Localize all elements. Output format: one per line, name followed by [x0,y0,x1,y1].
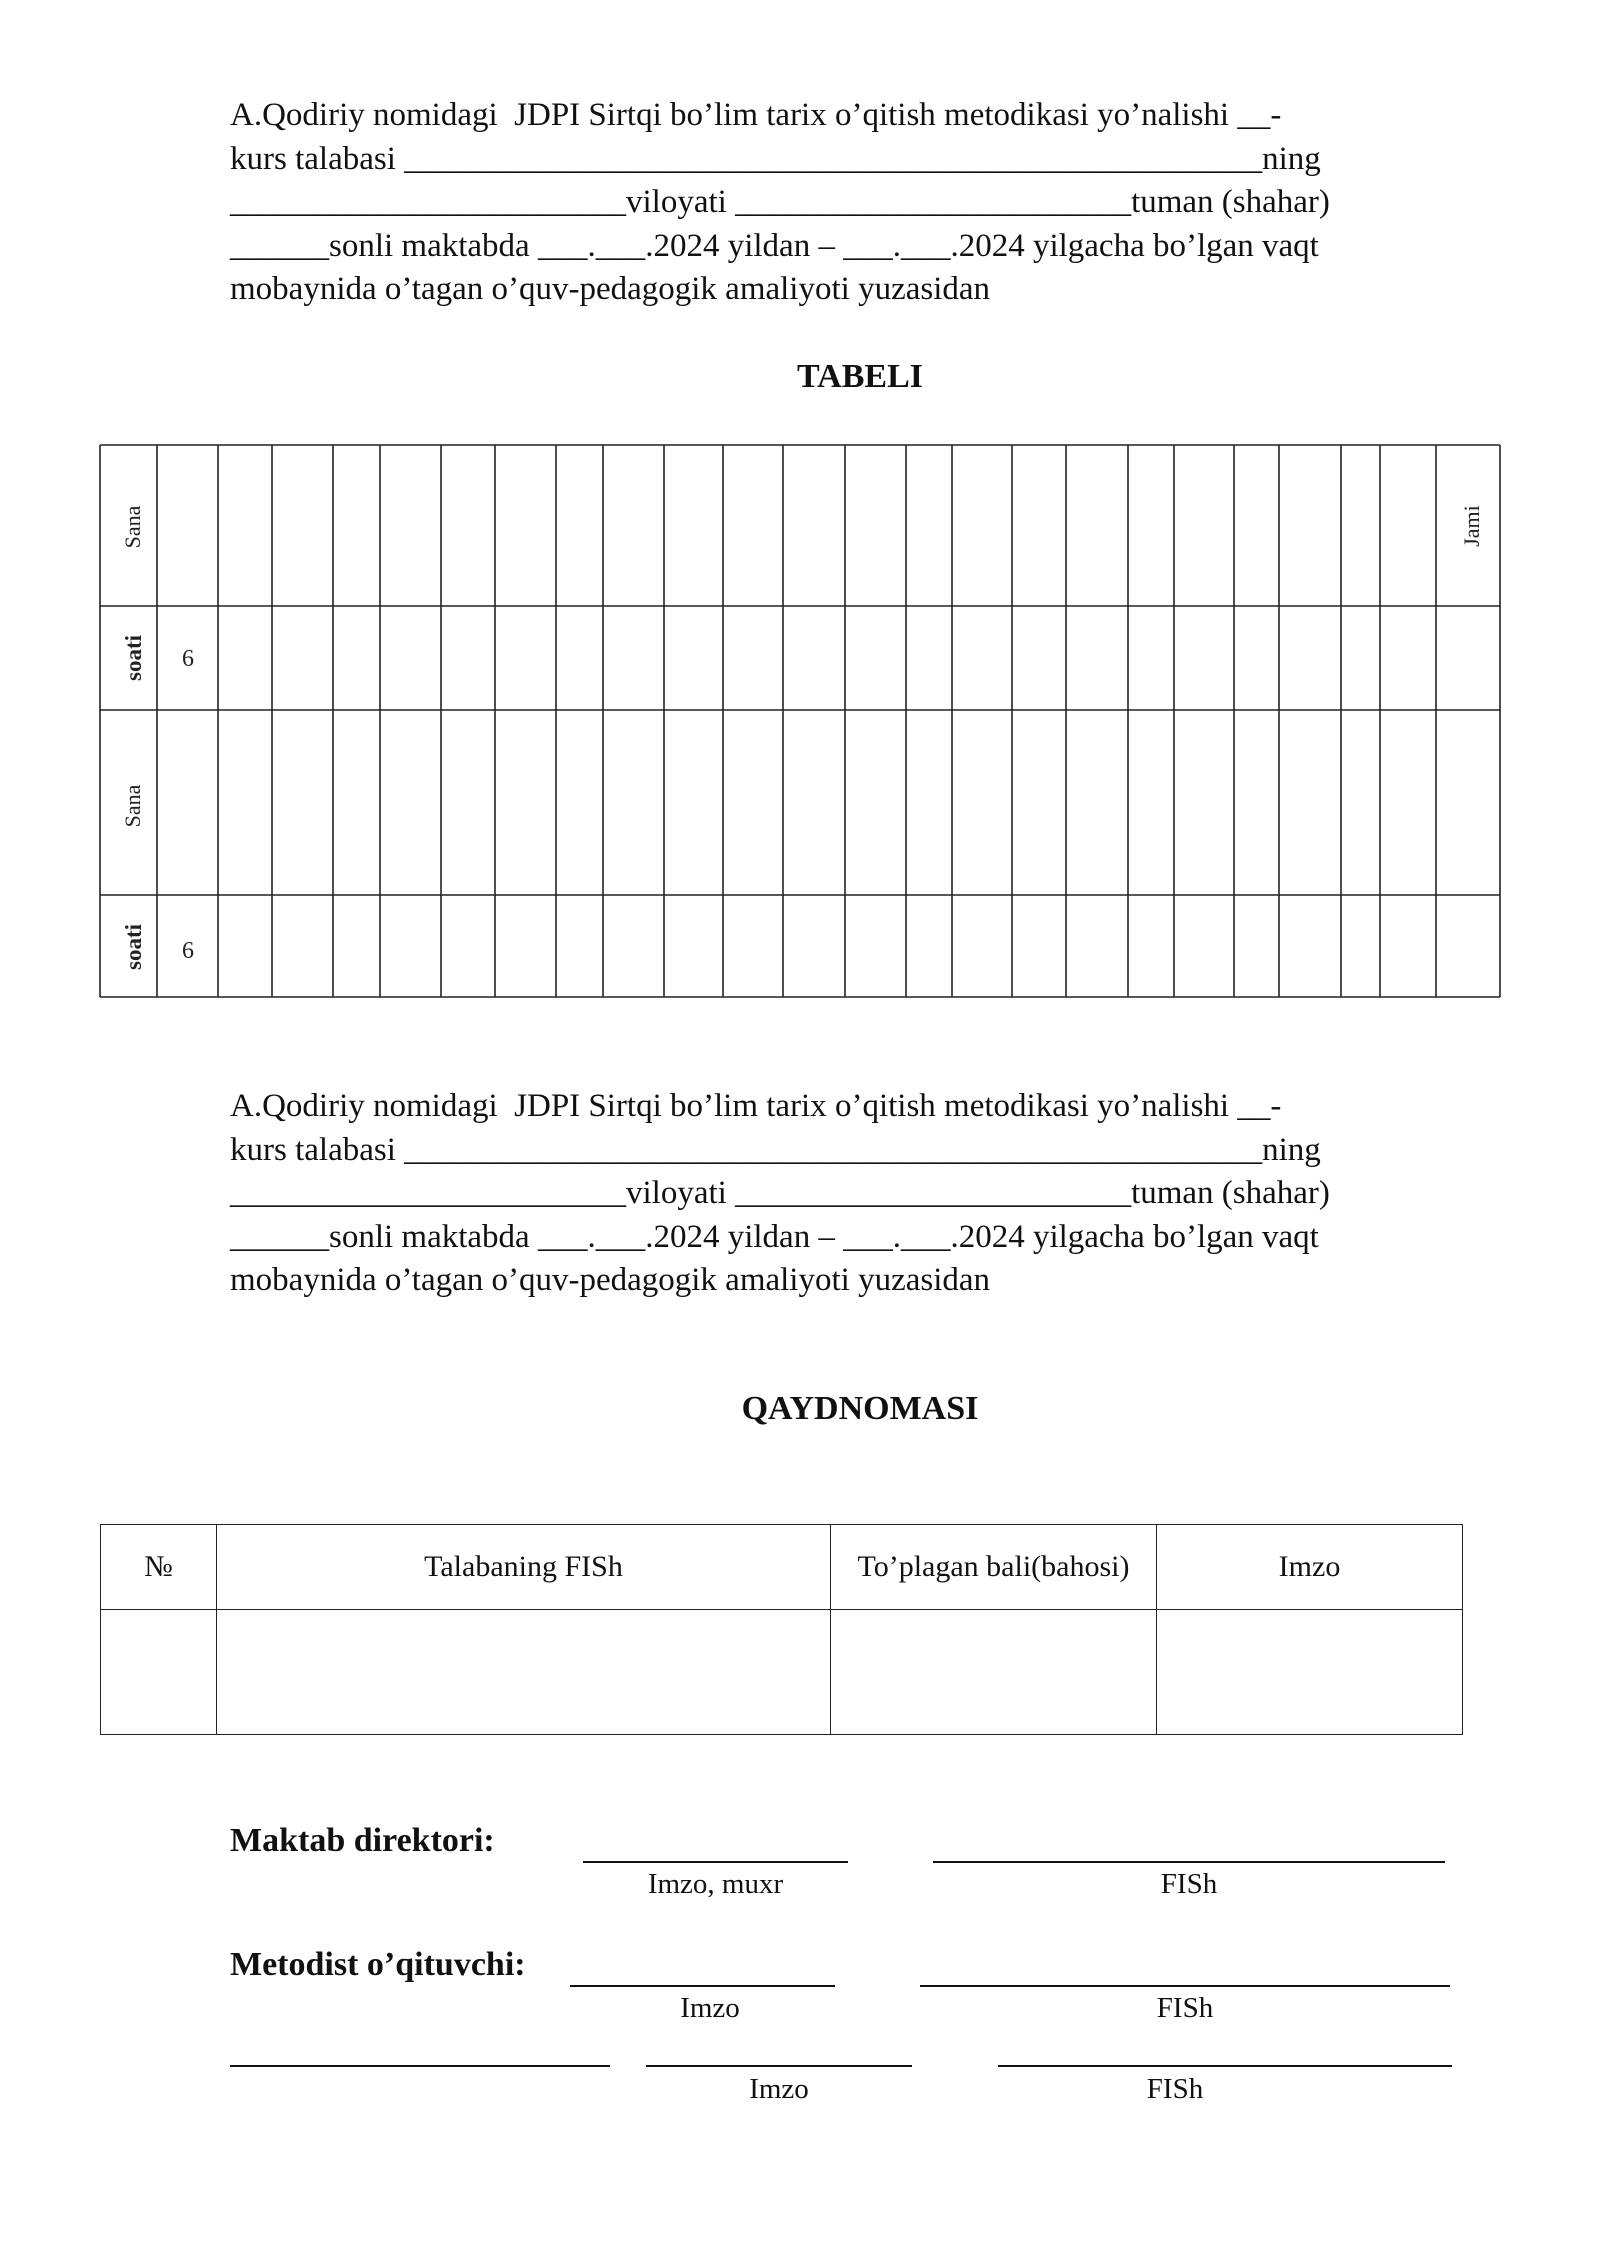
intro2-line-1: A.Qodiriy nomidagi JDPI Sirtqi bo’lim tarix o’qitish metodikasi yo’nalishi __- [230,1088,1282,1124]
tabel-row2-label: soati [121,635,146,681]
qaydnoma-empty-row [101,1610,1463,1735]
third-sign-line[interactable] [646,2065,912,2067]
header-student-name: Talabaning FISh [217,1525,831,1610]
intro2-line-3: ________________________viloyati ________________________tuman (shahar) [230,1175,1330,1211]
header-score: To’plagan bali(bahosi) [831,1525,1157,1610]
director-name-line[interactable] [933,1861,1445,1863]
director-label: Maktab direktori: [230,1822,495,1859]
third-sign-caption: Imzo [749,2073,809,2105]
methodist-name-line[interactable] [920,1985,1450,1987]
tabel-row1-label: Sana [120,505,145,549]
tabel-grid [0,0,1600,1020]
intro2-line-5: mobaynida o’tagan o’quv-pedagogik amaliyoti yuzasidan [230,1262,991,1298]
director-sign-line[interactable] [583,1861,848,1863]
intro1-line-4: ______sonli maktabda ___.___.2024 yildan – ___.___.2024 yilgacha bo’lgan vaqt [230,227,1319,264]
intro1-line-5: mobaynida o’tagan o’quv-pedagogik amaliyoti yuzasidan [230,271,991,307]
third-role-line[interactable] [230,2065,610,2067]
director-sign-caption: Imzo, muxr [647,1868,784,1900]
qaydnoma-table [100,1524,1463,1735]
tabel-row2-value: 6 [182,646,194,672]
third-name-line[interactable] [998,2065,1452,2067]
intro2-line-4: ______sonli maktabda ___.___.2024 yildan – ___.___.2024 yilgacha bo’lgan vaqt [230,1218,1319,1255]
methodist-label: Metodist o’qituvchi: [230,1946,526,1983]
methodist-sign-caption: Imzo [680,1992,740,2024]
intro2-line-2: kurs talabasi ____________________________________________________ning [230,1131,1321,1168]
qaydnoma-header-row [101,1525,1463,1610]
cell-score[interactable] [831,1610,1157,1735]
director-name-caption: FISh [1160,1868,1218,1900]
methodist-sign-line[interactable] [570,1985,835,1987]
tabel-row3-label: Sana [120,784,145,828]
tabel-title: TABELI [797,358,923,395]
intro1-line-2: kurs talabasi ____________________________________________________ning [230,140,1321,177]
intro-paragraph-2 [230,1085,1540,1303]
intro1-line-3: ________________________viloyati ________________________tuman (shahar) [230,184,1330,220]
methodist-name-caption: FISh [1156,1992,1214,2024]
tabel-row4-label: soati [121,924,146,970]
cell-student-name[interactable] [217,1610,831,1735]
cell-number[interactable] [101,1610,217,1735]
header-number: № [101,1525,217,1610]
intro1-line-1: A.Qodiriy nomidagi JDPI Sirtqi bo’lim tarix o’qitish metodikasi yo’nalishi __- [230,97,1282,133]
third-name-caption: FISh [1146,2073,1204,2105]
tabel-row4-value: 6 [182,938,194,964]
qaydnoma-title: QAYDNOMASI [741,1390,979,1427]
header-signature: Imzo [1157,1525,1463,1610]
tabel-total-label: Jami [1459,505,1484,547]
cell-signature[interactable] [1157,1610,1463,1735]
